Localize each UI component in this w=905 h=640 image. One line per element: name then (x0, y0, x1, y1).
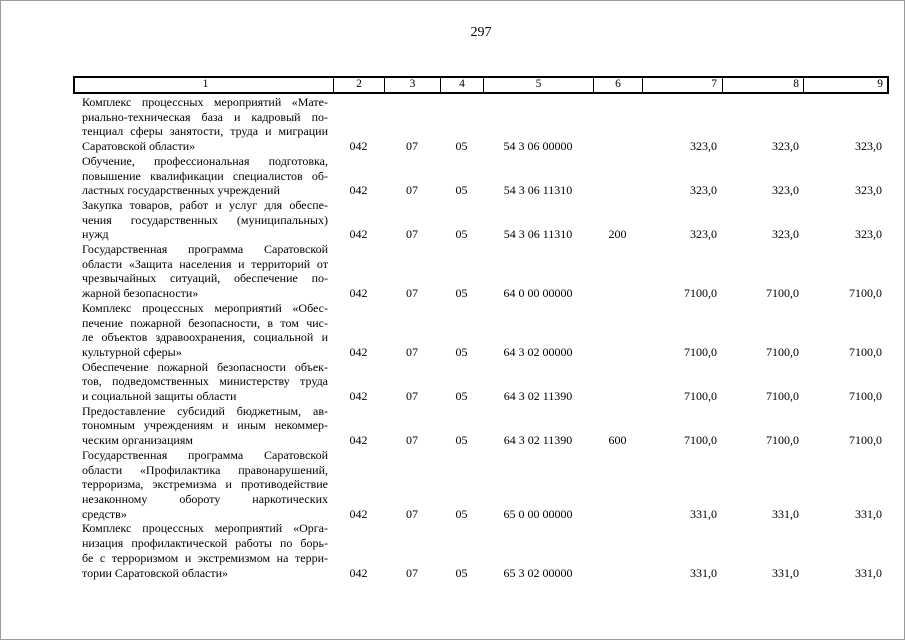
value-cell-4: 05 (455, 506, 468, 521)
value-cell-7: 7100,0 (684, 344, 717, 359)
value-cell-9: 323,0 (855, 183, 882, 198)
value-cell-4: 05 (455, 227, 468, 242)
header-cell-5: 5 (484, 78, 594, 92)
table-header-row (74, 77, 888, 93)
value-cell-8: 7100,0 (766, 389, 799, 404)
value-cell-3: 07 (406, 344, 418, 359)
row-title-line: ле объектов здравоохранения, социальной и (82, 330, 328, 345)
value-cell-5: 65 0 00 00000 (503, 506, 573, 521)
table-body (74, 95, 888, 580)
value-cell-3: 07 (406, 506, 418, 521)
header-cell-9: 9 (877, 78, 883, 90)
row-title-line: ческим организациям (82, 433, 193, 448)
value-cell-2: 042 (349, 433, 368, 448)
value-cell-8: 323,0 (772, 139, 799, 154)
row-title-cell (74, 154, 333, 198)
value-cell-8: 7100,0 (766, 433, 799, 448)
value-cell-7: 323,0 (690, 139, 717, 154)
table-row (74, 95, 888, 154)
value-cell-4: 05 (455, 139, 468, 154)
row-title-line: терроризма, экстремизма и противодействие (82, 477, 328, 492)
value-cell-8: 323,0 (772, 227, 799, 242)
row-title-line: Комплекс процессных мероприятий «Мате- (82, 95, 328, 109)
value-cell-3: 07 (406, 433, 418, 448)
value-cell-3: 07 (406, 389, 418, 404)
value-cell-5: 64 0 00 00000 (503, 286, 573, 301)
row-title-line: области «Профилактика правонарушений, (82, 462, 328, 477)
row-title-line: Государственная программа Саратовской (82, 447, 328, 462)
value-cell-3: 07 (406, 565, 418, 580)
row-title-line: тенциал сферы занятости, труда и миграции (82, 124, 328, 139)
value-cell-9: 7100,0 (849, 389, 882, 404)
value-cell-9: 7100,0 (849, 433, 882, 448)
value-cell-2: 042 (349, 227, 368, 242)
value-cell-3: 07 (406, 183, 418, 198)
value-cell-5: 54 3 06 00000 (503, 139, 573, 154)
table-row (74, 521, 888, 580)
row-title-cell (74, 404, 333, 448)
value-cell-9: 7100,0 (849, 344, 882, 359)
value-cell-8: 331,0 (772, 506, 799, 521)
table-row (74, 301, 888, 360)
header-cell-6: 6 (594, 78, 643, 92)
value-cell-4: 05 (455, 565, 468, 580)
budget-table (74, 77, 888, 580)
value-cell-7: 323,0 (690, 227, 717, 242)
row-title-line: Обеспечение пожарной безопасности объек- (82, 359, 328, 374)
value-cell-4: 05 (455, 183, 468, 198)
value-cell-2: 042 (349, 506, 368, 521)
header-cell-4: 4 (441, 78, 484, 92)
row-title-line: Предоставление субсидий бюджетным, ав- (82, 403, 328, 418)
row-title-line: печение пожарной безопасности, в том чис- (82, 315, 328, 330)
value-cell-7: 323,0 (690, 183, 717, 198)
row-title-line: Комплекс процессных мероприятий «Орга- (82, 521, 328, 536)
row-title-cell (74, 95, 333, 154)
table-row (74, 154, 888, 198)
row-title-line: незаконному обороту наркотических (82, 491, 328, 506)
row-title-line: Государственная программа Саратовской (82, 242, 328, 257)
value-cell-2: 042 (349, 183, 368, 198)
row-title-line: тов, подведомственных министерству труда (82, 374, 328, 389)
table-row (74, 448, 888, 522)
row-title-line: нужд (82, 227, 109, 242)
value-cell-2: 042 (349, 344, 368, 359)
row-title-cell (74, 242, 333, 301)
table-row (74, 360, 888, 404)
page-number: 297 (470, 25, 492, 40)
row-title-line: жарной безопасности» (82, 286, 199, 301)
value-cell-7: 7100,0 (684, 286, 717, 301)
value-cell-5: 54 3 06 11310 (503, 183, 573, 198)
value-cell-4: 05 (455, 286, 468, 301)
value-cell-4: 05 (455, 344, 468, 359)
row-title-cell (74, 521, 333, 580)
row-title-line: тономным учреждениям и иным некоммер- (82, 418, 328, 433)
row-title-line: Закупка товаров, работ и услуг для обеспе- (82, 197, 328, 212)
value-cell-9: 323,0 (855, 139, 882, 154)
row-title-line: чения государственных (муниципальных) (82, 212, 328, 227)
row-title-cell (74, 301, 333, 360)
value-cell-9: 331,0 (855, 565, 882, 580)
row-title-cell (74, 360, 333, 404)
value-cell-3: 07 (406, 227, 418, 242)
value-cell-7: 7100,0 (684, 389, 717, 404)
row-title-line: области «Защита населения и территорий от (82, 256, 328, 271)
value-cell-5: 65 3 02 00000 (503, 565, 573, 580)
value-cell-7: 331,0 (690, 506, 717, 521)
header-cell-3: 3 (385, 78, 441, 92)
value-cell-8: 7100,0 (766, 344, 799, 359)
value-cell-4: 05 (455, 389, 468, 404)
value-cell-9: 7100,0 (849, 286, 882, 301)
value-cell-2: 042 (349, 286, 368, 301)
row-title-line: повышение квалификации специалистов об- (82, 168, 328, 183)
value-cell-5: 64 3 02 00000 (503, 344, 573, 359)
row-title-cell (74, 198, 333, 242)
row-title-line: низация профилактической работы по борь- (82, 536, 328, 551)
value-cell-5: 64 3 02 11390 (503, 389, 573, 404)
value-cell-6: 200 (608, 227, 627, 242)
value-cell-3: 07 (406, 286, 418, 301)
value-cell-4: 05 (455, 433, 468, 448)
value-cell-7: 331,0 (690, 565, 717, 580)
table-row (74, 242, 888, 301)
table-row (74, 404, 888, 448)
table-row (74, 198, 888, 242)
row-title-line: культурной сферы» (82, 344, 182, 359)
row-title-line: тории Саратовской области» (82, 565, 229, 580)
value-cell-3: 07 (406, 139, 418, 154)
row-title-line: чрезвычайных ситуаций, обеспечение по- (82, 271, 328, 286)
value-cell-2: 042 (349, 139, 368, 154)
value-cell-5: 54 3 06 11310 (503, 227, 573, 242)
value-cell-9: 323,0 (855, 227, 882, 242)
value-cell-9: 331,0 (855, 506, 882, 521)
header-cell-2: 2 (334, 78, 385, 92)
header-cell-7: 7 (643, 78, 723, 92)
row-title-line: Обучение, профессиональная подготовка, (82, 153, 328, 168)
row-title-line: и социальной защиты области (82, 389, 237, 404)
value-cell-8: 7100,0 (766, 286, 799, 301)
value-cell-2: 042 (349, 565, 368, 580)
value-cell-6: 600 (608, 433, 627, 448)
row-title-line: Саратовской области» (82, 139, 196, 154)
row-title-line: бе с терроризмом и экстремизмом на терри- (82, 550, 328, 565)
value-cell-2: 042 (349, 389, 368, 404)
row-title-line: ластных государственных учреждений (82, 183, 280, 198)
header-cell-1: 1 (75, 78, 334, 92)
value-cell-7: 7100,0 (684, 433, 717, 448)
row-title-line: средств» (82, 506, 127, 521)
value-cell-8: 331,0 (772, 565, 799, 580)
value-cell-8: 323,0 (772, 183, 799, 198)
row-title-line: риально-техническая база и кадровый по- (82, 109, 328, 124)
value-cell-5: 64 3 02 11390 (503, 433, 573, 448)
row-title-cell (74, 448, 333, 522)
row-title-line: Комплекс процессных мероприятий «Обес- (82, 300, 328, 315)
header-cell-8: 8 (723, 78, 804, 92)
